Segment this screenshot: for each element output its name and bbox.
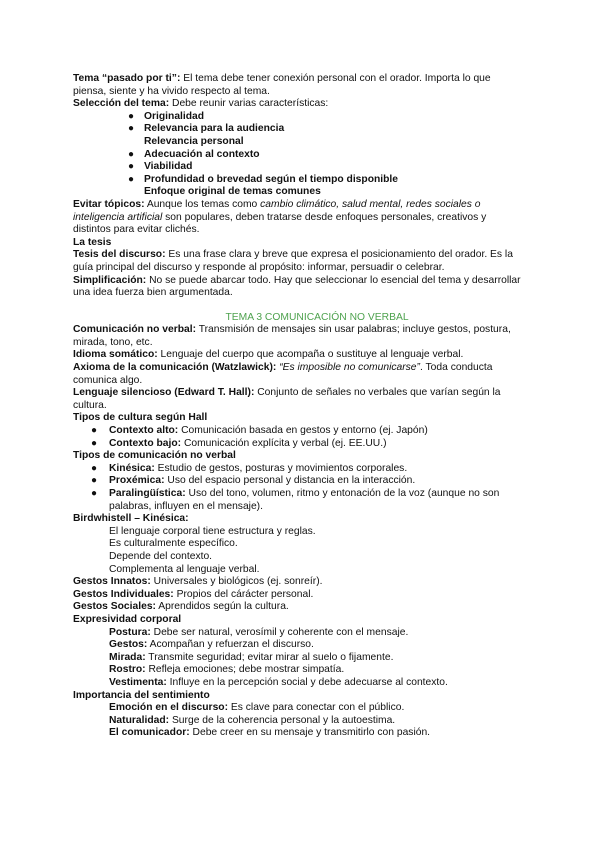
cultura-bullet-list: [73, 425, 525, 450]
list-item: ● Paralingüística: Uso del tono, volumen, ritmo y entonación de la voz (aunque no son palabras, influyen en el mensaje).: [91, 488, 500, 512]
bullet-icon: ●: [128, 161, 135, 173]
heading-expresividad: Expresividad corporal: [73, 613, 182, 625]
heading-la-tesis: La tesis: [73, 236, 112, 248]
heading-importancia: Importancia del sentimiento: [73, 689, 210, 701]
bullet-icon: ●: [91, 462, 98, 474]
paragraph-lenguaje-silencioso: Lenguaje silencioso (Edward T. Hall): Conjunto de señales no verbales que varían según la cultura.: [73, 387, 501, 411]
paragraph-axioma: Axioma de la comunicación (Watzlawick): “Es imposible no comunicarse”. Toda conducta comunica algo.: [73, 362, 493, 386]
list-item: ● Profundidad o brevedad según el tiempo disponible Enfoque original de temas comunes: [128, 173, 399, 198]
list-item: Vestimenta: Influye en la percepción social y debe adecuarse al contexto.: [109, 676, 448, 688]
list-item: Postura: Debe ser natural, verosímil y coherente con el mensaje.: [109, 626, 409, 638]
list-item: ● Relevancia para la audiencia Relevancia personal: [128, 123, 285, 147]
birdwhistell-lines: [73, 526, 525, 576]
paragraph-evitar-topicos: Evitar tópicos: Aunque los temas como cambio climático, salud mental, redes sociales o inteligencia artificial son populares, deben tratarse desde enfoques personales, creativos y distintos para evitar clichés.: [73, 198, 487, 236]
list-item: Complementa al lenguaje verbal.: [109, 563, 260, 575]
list-item: ● Adecuación al contexto: [128, 148, 260, 160]
bullet-icon: ●: [128, 123, 135, 135]
paragraph-gestos-innatos: Gestos Innatos: Universales y biológicos (ej. sonreír).: [73, 576, 323, 588]
bullet-icon: ●: [128, 173, 135, 185]
heading-tipos-cnv: Tipos de comunicación no verbal: [73, 450, 236, 462]
list-item: ● Viabilidad: [128, 161, 193, 173]
paragraph-seleccion-tema: Selección del tema: Debe reunir varias características:: [73, 98, 329, 110]
bullet-icon: ●: [91, 488, 98, 499]
list-item: El lenguaje corporal tiene estructura y reglas.: [109, 525, 316, 537]
paragraph-tema-pasado: Tema “pasado por ti”: El tema debe tener conexión personal con el orador. Importa lo que piensa, siente y ha vivido respecto al tema.: [73, 73, 491, 97]
paragraph-simplificacion: Simplificación: No se puede abarcar todo. Hay que seleccionar lo esencial del tema y desarrollar una idea fuerza bien argumentada.: [73, 274, 521, 299]
list-item: ● Proxémica: Uso del espacio personal y distancia en la interacción.: [91, 475, 416, 487]
list-item: Emoción en el discurso: Es clave para conectar con el público.: [109, 702, 405, 714]
list-item: Mirada: Transmite seguridad; evitar mirar al suelo o fijamente.: [109, 651, 394, 663]
seleccion-bullet-list: [73, 111, 525, 199]
bullet-icon: ●: [91, 425, 98, 437]
section-title: TEMA 3 COMUNICACIÓN NO VERBAL: [225, 311, 409, 323]
paragraph-gestos-sociales: Gestos Sociales: Aprendidos según la cultura.: [73, 601, 289, 613]
list-item: Es culturalmente específico.: [109, 538, 238, 550]
paragraph-comunicacion-no-verbal: Comunicación no verbal: Transmisión de mensajes sin usar palabras; incluye gestos, postura, mirada, tono, etc.: [73, 324, 511, 348]
paragraph-tesis-discurso: Tesis del discurso: Es una frase clara y breve que expresa el posicionamiento del orador. Es la guía principal del discurso y responde al propósito: informar, persuadir o celebrar.: [73, 249, 513, 273]
heading-tipos-cultura: Tipos de cultura según Hall: [73, 412, 208, 424]
list-item: Depende del contexto.: [109, 550, 213, 562]
list-item: Rostro: Refleja emociones; debe mostrar simpatía.: [109, 664, 345, 676]
list-item: Gestos: Acompañan y refuerzan el discurso.: [109, 639, 314, 651]
list-item: ● Contexto alto: Comunicación basada en gestos y entorno (ej. Japón): [91, 425, 428, 437]
bullet-icon: ●: [91, 475, 98, 487]
paragraph-gestos-individuales: Gestos Individuales: Propios del cárácter personal.: [73, 588, 314, 600]
list-item: El comunicador: Debe creer en su mensaje y transmitirlo con pasión.: [109, 727, 431, 739]
bullet-icon: ●: [128, 148, 135, 160]
bullet-icon: ●: [128, 110, 135, 122]
list-item: ● Originalidad: [128, 110, 205, 122]
list-item: ● Contexto bajo: Comunicación explícita y verbal (ej. EE.UU.): [91, 437, 387, 449]
paragraph-idioma-somatico: Idioma somático: Lenguaje del cuerpo que acompaña o sustituye al lenguaje verbal.: [73, 349, 464, 361]
importancia-lines: [73, 702, 525, 740]
heading-birdwhistell: Birdwhistell – Kinésica:: [73, 513, 189, 525]
list-item: Naturalidad: Surge de la coherencia personal y la autoestima.: [109, 714, 396, 726]
bullet-icon: ●: [91, 437, 98, 449]
list-item: ● Kinésica: Estudio de gestos, posturas y movimientos corporales.: [91, 462, 408, 474]
expresividad-lines: [73, 627, 525, 690]
cnv-bullet-list: [73, 463, 525, 513]
document-body: [73, 73, 525, 740]
